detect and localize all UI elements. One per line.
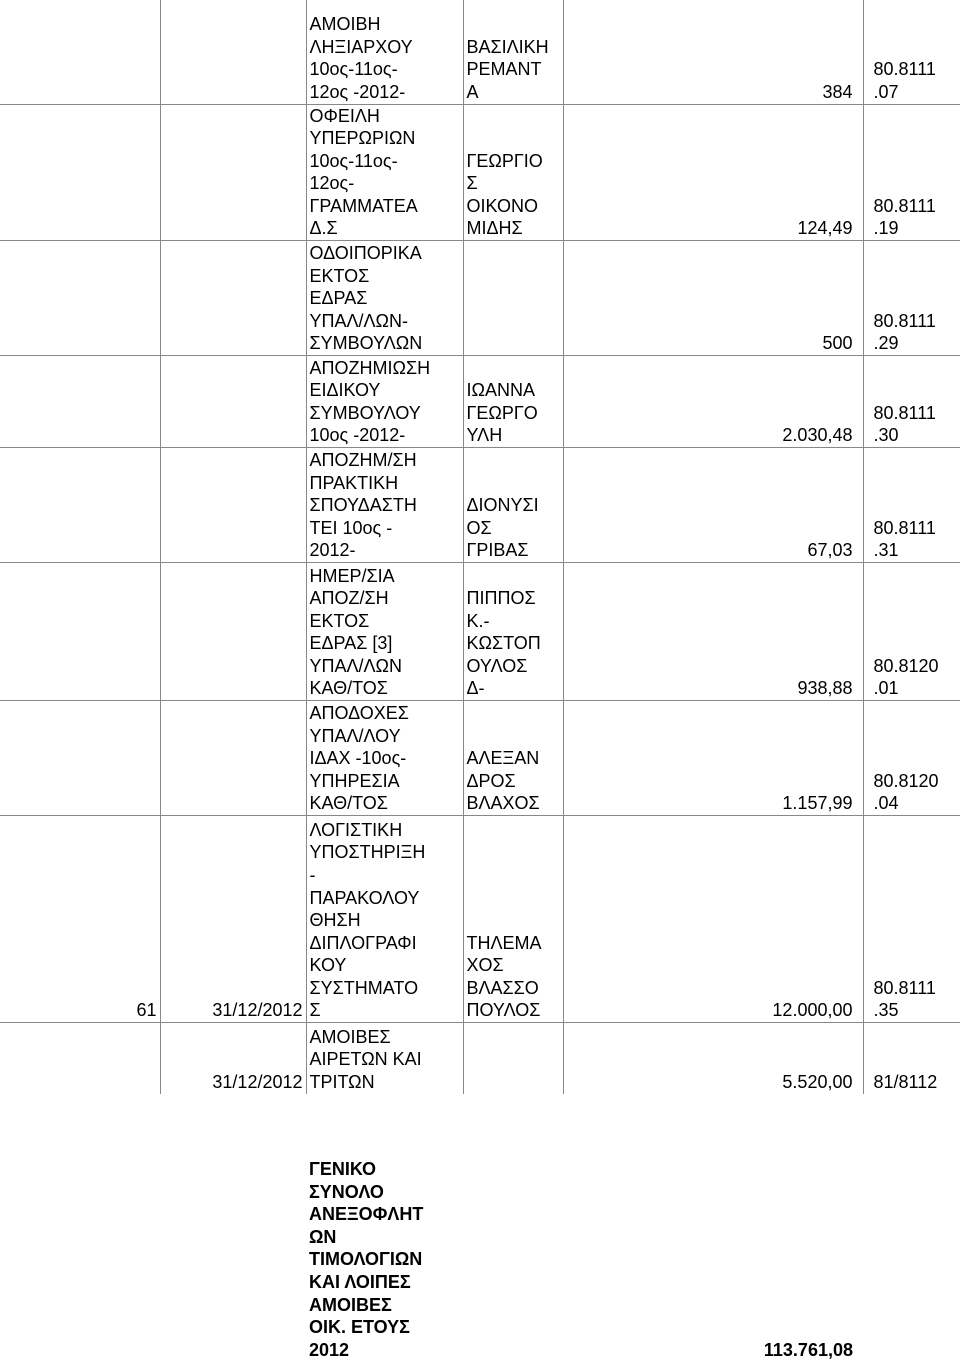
row-account-code: 80.8111 .29	[863, 241, 960, 356]
row-account-code: 80.8120 .01	[863, 563, 960, 701]
row-date	[160, 0, 306, 104]
row-account-code: 80.8120 .04	[863, 701, 960, 816]
row-date: 31/12/2012	[160, 1023, 306, 1094]
row-payee	[463, 1023, 563, 1094]
table-row	[0, 0, 960, 104]
grand-total-block	[0, 1158, 960, 1361]
row-payee: ΒΑΣΙΛΙΚΗ ΡΕΜΑΝΤ Α	[463, 0, 563, 104]
row-date	[160, 356, 306, 448]
table-row	[0, 104, 960, 241]
row-account-code: 80.8111 .35	[863, 816, 960, 1023]
row-amount: 2.030,48	[563, 356, 863, 448]
row-payee: ΑΛΕΞΑΝ ΔΡΟΣ ΒΛΑΧΟΣ	[463, 701, 563, 816]
row-date	[160, 104, 306, 241]
table-row	[0, 701, 960, 816]
row-payee: ΠΙΠΠΟΣ Κ.- ΚΩΣΤΟΠ ΟΥΛΟΣ Δ-	[463, 563, 563, 701]
row-index	[0, 0, 160, 104]
row-payee: ΔΙΟΝΥΣΙ ΟΣ ΓΡΙΒΑΣ	[463, 448, 563, 563]
table-row	[0, 563, 960, 701]
row-date	[160, 563, 306, 701]
row-payee: ΓΕΩΡΓΙΟ Σ ΟΙΚΟΝΟ ΜΙΔΗΣ	[463, 104, 563, 241]
row-index	[0, 1023, 160, 1094]
row-amount: 1.157,99	[563, 701, 863, 816]
row-payee: ΤΗΛΕΜΑ ΧΟΣ ΒΛΑΣΣΟ ΠΟΥΛΟΣ	[463, 816, 563, 1023]
table-row	[0, 816, 960, 1023]
row-description: ΟΔΟΙΠΟΡΙΚΑ ΕΚΤΟΣ ΕΔΡΑΣ ΥΠΑΛ/ΛΩΝ- ΣΥΜΒΟΥΛΩΝ	[306, 241, 463, 356]
table-row	[0, 241, 960, 356]
row-date	[160, 448, 306, 563]
row-index: 61	[0, 816, 160, 1023]
row-account-code: 80.8111 .07	[863, 0, 960, 104]
row-index	[0, 563, 160, 701]
row-account-code: 81/8112	[863, 1023, 960, 1094]
row-account-code: 80.8111 .31	[863, 448, 960, 563]
row-description: ΑΠΟΔΟΧΕΣ ΥΠΑΛ/ΛΟΥ ΙΔΑΧ -10ος- ΥΠΗΡΕΣΙΑ ΚΑΘ/ΤΟΣ	[306, 701, 463, 816]
row-index	[0, 701, 160, 816]
row-description: ΟΦΕΙΛΗ ΥΠΕΡΩΡΙΩΝ 10ος-11ος- 12ος- ΓΡΑΜΜΑΤΕΑ Δ.Σ	[306, 104, 463, 241]
row-index	[0, 241, 160, 356]
row-amount: 12.000,00	[563, 816, 863, 1023]
row-date	[160, 241, 306, 356]
row-amount: 500	[563, 241, 863, 356]
row-index	[0, 448, 160, 563]
row-amount: 938,88	[563, 563, 863, 701]
row-account-code: 80.8111 .19	[863, 104, 960, 241]
table-row	[0, 1023, 960, 1094]
row-description: ΑΜΟΙΒΗ ΛΗΞΙΑΡΧΟΥ 10ος-11ος- 12ος -2012-	[306, 0, 463, 104]
row-date: 31/12/2012	[160, 816, 306, 1023]
row-payee: ΙΩΑΝΝΑ ΓΕΩΡΓΟ ΥΛΗ	[463, 356, 563, 448]
grand-total-amount: 113.761,08	[763, 1339, 853, 1360]
row-index	[0, 104, 160, 241]
grand-total-label: ΓΕΝΙΚΟ ΣΥΝΟΛΟ ΑΝΕΞΟΦΛΗΤ ΩΝ ΤΙΜΟΛΟΓΙΩΝ ΚΑΙ ΛΟΙΠΕΣ ΑΜΟΙΒΕΣ ΟΙΚ. ΕΤΟΥΣ 2012	[309, 1159, 424, 1360]
row-description: ΑΠΟΖΗΜ/ΣΗ ΠΡΑΚΤΙΚΗ ΣΠΟΥΔΑΣΤΗ ΤΕΙ 10ος - 2012-	[306, 448, 463, 563]
row-description: ΑΜΟΙΒΕΣ ΑΙΡΕΤΩΝ ΚΑΙ ΤΡΙΤΩΝ	[306, 1023, 463, 1094]
row-amount: 67,03	[563, 448, 863, 563]
row-amount: 124,49	[563, 104, 863, 241]
row-description: ΛΟΓΙΣΤΙΚΗ ΥΠΟΣΤΗΡΙΞΗ - ΠΑΡΑΚΟΛΟΥ ΘΗΣΗ ΔΙΠΛΟΓΡΑΦΙ ΚΟΥ ΣΥΣΤΗΜΑΤΟ Σ	[306, 816, 463, 1023]
row-description: ΑΠΟΖΗΜΙΩΣΗ ΕΙΔΙΚΟΥ ΣΥΜΒΟΥΛΟΥ 10ος -2012-	[306, 356, 463, 448]
row-index	[0, 356, 160, 448]
table-row	[0, 448, 960, 563]
row-date	[160, 701, 306, 816]
row-account-code: 80.8111 .30	[863, 356, 960, 448]
row-amount: 5.520,00	[563, 1023, 863, 1094]
table-row	[0, 356, 960, 448]
row-amount: 384	[563, 0, 863, 104]
row-payee	[463, 241, 563, 356]
row-description: ΗΜΕΡ/ΣΙΑ ΑΠΟΖ/ΣΗ ΕΚΤΟΣ ΕΔΡΑΣ [3] ΥΠΑΛ/ΛΩΝ ΚΑΘ/ΤΟΣ	[306, 563, 463, 701]
